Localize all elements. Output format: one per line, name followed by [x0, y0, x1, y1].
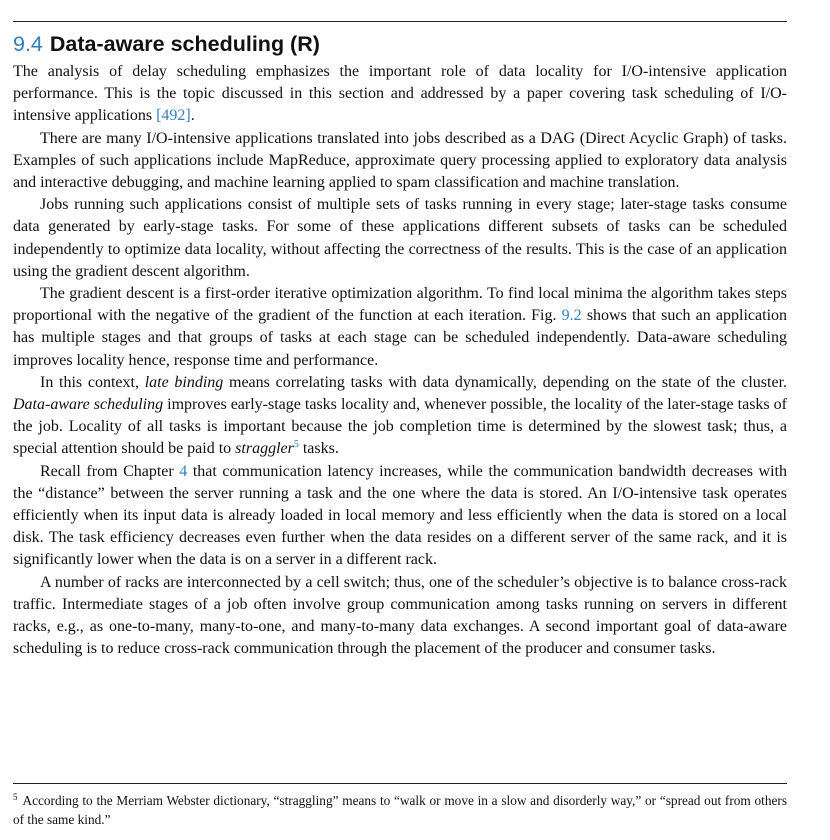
paragraph-6-text: Recall from Chapter: [40, 462, 180, 480]
section-title: Data-aware scheduling (R): [49, 32, 320, 56]
footnote-marker[interactable]: 5: [293, 439, 299, 451]
paragraph-4: [13, 283, 787, 372]
body-text: [13, 61, 787, 660]
paragraph-5-end: tasks.: [298, 440, 339, 458]
citation-link[interactable]: [492]: [156, 107, 191, 125]
paragraph-5-text: In this context,: [40, 373, 145, 391]
section-number: 9.4: [13, 32, 43, 56]
figure-link[interactable]: 9.2: [561, 307, 582, 325]
term-late-binding: late binding: [144, 373, 224, 391]
paragraph-2: There are many I/O-intensive applications translated into jobs described as a DAG (Direct Acyclic Graph) of tasks. Examples of such applications include MapReduce, approximate query processing applied to exploratory data analysis and interactive debugging, and machine learning applied to spam classification and machine translation.: [13, 129, 787, 192]
paragraph-1: [13, 61, 787, 128]
paragraph-1-end: .: [190, 107, 195, 125]
paragraph-1-text: The analysis of delay scheduling emphasizes the important role of data locality for I/O-intensive application performance. This is the topic discussed in this section and addressed by a paper covering task scheduling of I/O-intensive applications: [13, 63, 787, 125]
footnote-text: According to the Merriam Webster dictionary, “straggling” means to “walk or move in a slow and disorderly way,” or “spread out from others of the same kind.”: [13, 793, 787, 827]
paragraph-5: [13, 372, 787, 461]
paragraph-4-text: The gradient descent is a first-order iterative optimization algorithm. To find local minima the algorithm takes steps proportional with the negative of the gradient of the function at each iteration. Fig.: [13, 285, 787, 325]
term-straggler: straggler: [235, 440, 294, 458]
paragraph-7: A number of racks are interconnected by a cell switch; thus, one of the scheduler’s objective is to balance cross-rack traffic. Intermediate stages of a job often involve group communication among tasks running on servers in different racks, e.g., as one-to-many, many-to-one, and many-to-many data exchanges. A second important goal of data-aware scheduling is to reduce cross-rack communication through the placement of the producer and consumer tasks.: [13, 573, 787, 658]
paragraph-3: Jobs running such applications consist of multiple sets of tasks running in every stage; later-stage tasks consume data generated by early-stage tasks. For some of these applications different subsets of tasks can be scheduled independently to optimize data locality, without affecting the correctness of the results. This is the case of an application using the gradient descent algorithm.: [13, 196, 787, 280]
section-heading: [13, 31, 320, 57]
footnote: [13, 791, 787, 829]
top-rule: [13, 21, 787, 22]
paragraph-5-text-c: improves early-stage tasks locality and, whenever possible, the locality of the later-stage tasks of the job. Locality of all tasks is important because the job completion time is determined by the slowest task; thus, a special attention should be paid to: [13, 396, 788, 458]
chapter-link[interactable]: 4: [179, 462, 188, 480]
term-data-aware-scheduling: Data-aware scheduling: [13, 396, 164, 414]
footnote-number: 5: [13, 792, 18, 802]
paragraph-5-text-b: means correlating tasks with data dynamically, depending on the state of the cluster.: [223, 373, 788, 391]
paragraph-4-end: shows that such an application has multiple stages and that groups of tasks at each stage can be scheduled independently. Data-aware scheduling improves locality hence, response time and performance.: [13, 307, 788, 369]
footnote-rule: [13, 783, 787, 784]
paragraph-6-end: that communication latency increases, while the communication bandwidth decreases with the “distance” between the server running a task and the one where the data is stored. An I/O-intensive task operates efficiently when its input data is already loaded in local memory and less efficiently when the data is stored on a local disk. The task efficiency decreases even further when the data resides on a different server of the same rack, and it is significantly lower when the data is on a server in a different rack.: [13, 462, 787, 569]
paragraph-6: [13, 461, 787, 572]
